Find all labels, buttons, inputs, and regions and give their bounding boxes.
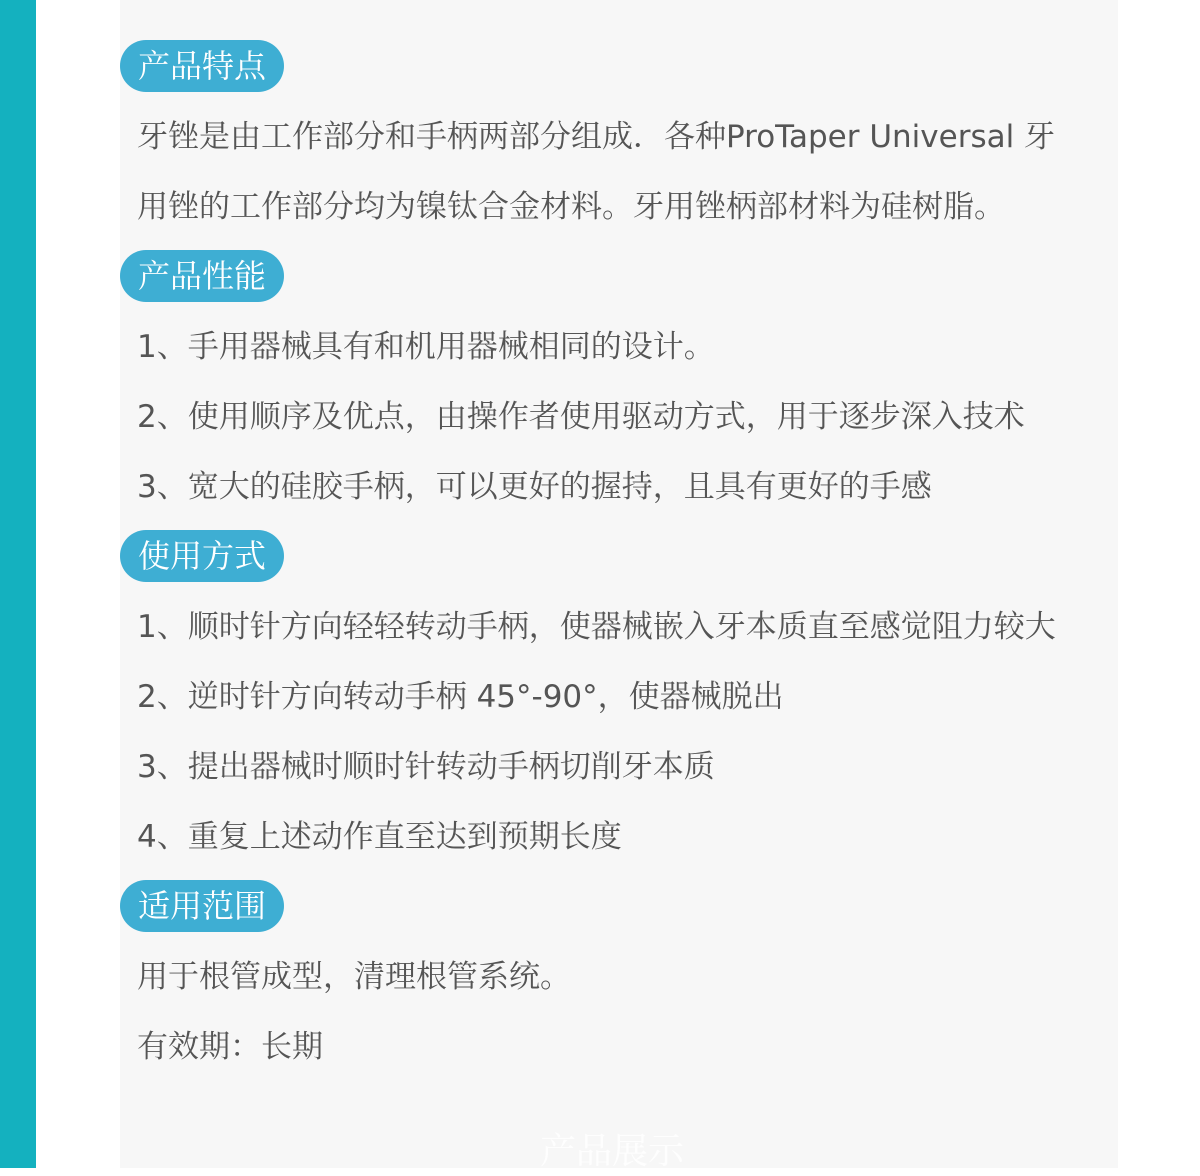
- right-margin: [1118, 0, 1200, 1168]
- usage-line-2: 2、逆时针方向转动手柄 45°-90°，使器械脱出: [137, 679, 784, 715]
- features-line-1: 牙锉是由工作部分和手柄两部分组成．各种ProTaper Universal 牙: [137, 119, 1056, 155]
- section-heading-scope: 适用范围: [120, 880, 284, 932]
- scope-line-2: 有效期：长期: [137, 1029, 323, 1065]
- section-heading-features: 产品特点: [120, 40, 284, 92]
- usage-line-1: 1、顺时针方向轻轻转动手柄，使器械嵌入牙本质直至感觉阻力较大: [137, 609, 1056, 645]
- section-heading-performance: 产品性能: [120, 250, 284, 302]
- left-margin: [36, 0, 120, 1168]
- faded-section-heading: 产品展示: [540, 1131, 685, 1172]
- features-line-2: 用锉的工作部分均为镍钛合金材料。牙用锉柄部材料为硅树脂。: [137, 189, 1005, 225]
- left-accent-bar: [0, 0, 36, 1168]
- usage-line-3: 3、提出器械时顺时针转动手柄切削牙本质: [137, 749, 715, 785]
- usage-line-4: 4、重复上述动作直至达到预期长度: [137, 819, 622, 855]
- section-heading-usage: 使用方式: [120, 530, 284, 582]
- performance-line-3: 3、宽大的硅胶手柄，可以更好的握持，且具有更好的手感: [137, 469, 932, 505]
- performance-line-1: 1、手用器械具有和机用器械相同的设计。: [137, 329, 715, 365]
- performance-line-2: 2、使用顺序及优点，由操作者使用驱动方式，用于逐步深入技术: [137, 399, 1025, 435]
- scope-line-1: 用于根管成型，清理根管系统。: [137, 959, 571, 995]
